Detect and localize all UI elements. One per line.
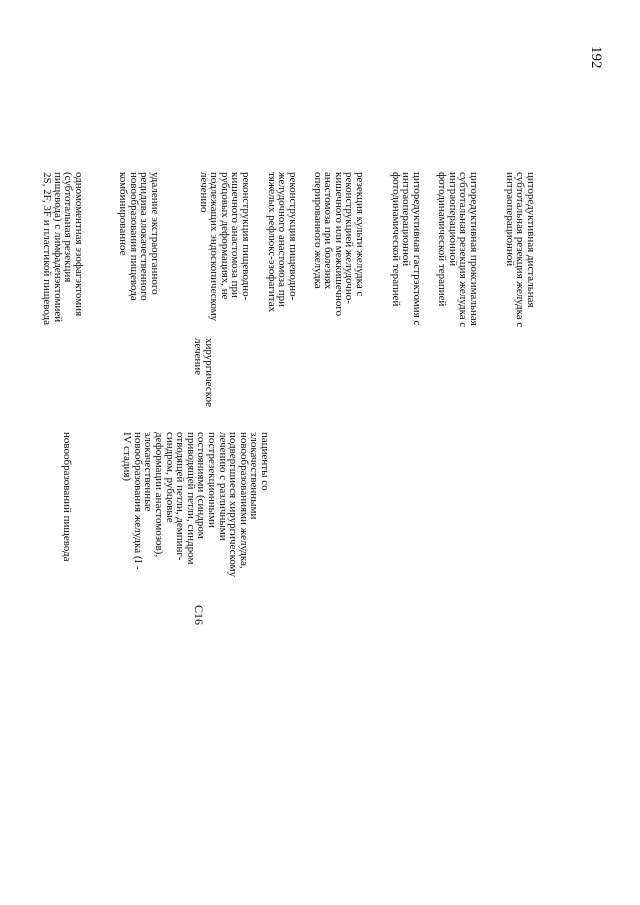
method-cytoreductive-distal: циторедуктивная дистальная субтотальная резекция желудка с интраоперационной: [503, 172, 537, 328]
method-cytoreductive-proximal: циторедуктивная проксимальная субтотальная резекция желудка с интраоперационной фотодинамической терапией: [436, 172, 480, 328]
treatment-type-cell: хирургическое лечение: [192, 338, 215, 408]
method-reconstruction-intestinal: реконструкция пищеводно- кишечного анастомоза при рубцовых деформациях, не подлежащих эндоскопическому лечению: [197, 172, 252, 322]
patients-description-cell: пациенты со злокачественными новообразованиями желудка, подвергшиеся хирургическому лечению с различными пострезекционными состояниями (синдром приводящей петли, синдром отводящей петли, демпинг- синдром, рубцовые деформации анастомозов), злокачественные новообразования желудка (I - IV стадия): [121, 432, 271, 578]
icd-code-cell: C16: [192, 605, 206, 626]
method-stump-resection: резекция культи желудка с реконструкцией желудочно- кишечного или межкишечного анастомоза при болезнях оперированного желудка: [311, 172, 366, 317]
prev-row-disease-cell: новообразований пищевода: [61, 432, 73, 562]
method-esophagectomy: одномоментная эзофагэктомия (субтотальная резекция пищевода) с лимфаденэктомией 2S, 2F, 3F и пластикой пищевода: [41, 172, 85, 326]
method-cytoreductive-gastrectomy: циторедуктивная гастрэктомия с интраоперационной фотодинамической терапией: [389, 172, 423, 326]
page-number: 192: [588, 46, 604, 69]
method-extraorgan-relapse: удаление экстраорганного рецидива злокачественного новообразования пищевода комбинированное: [117, 172, 161, 301]
method-reconstruction-gastric: реконструкция пищеводно- желудочного анастомоза при тяжелых рефлюкс-эзофагитах: [265, 172, 299, 313]
